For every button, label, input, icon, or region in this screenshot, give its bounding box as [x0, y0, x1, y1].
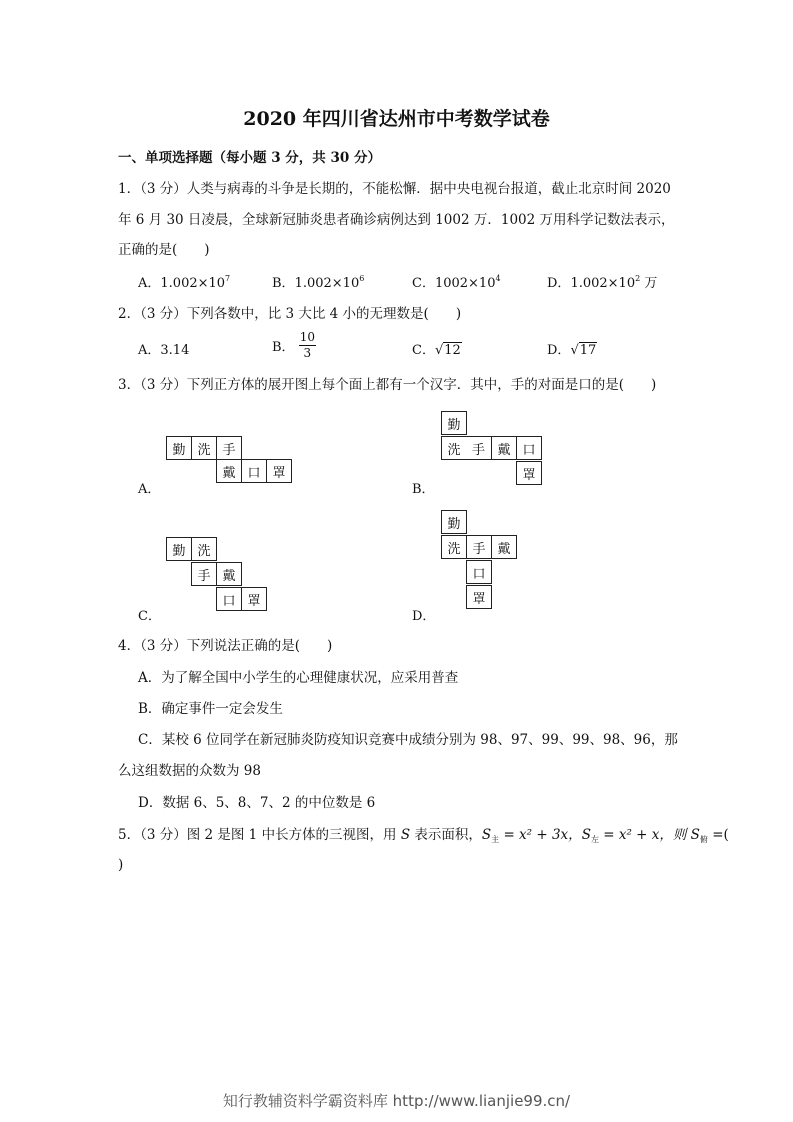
net-cell: 手: [191, 562, 217, 586]
q4-stem: 4．（3 分）下列说法正确的是( ): [118, 638, 333, 654]
net-cell: 勤: [441, 411, 467, 435]
q4-option-b: B．确定事件一定会发生: [138, 701, 283, 717]
q2-option-c: C．√12: [412, 343, 461, 358]
q2-option-a: A．3.14: [138, 343, 190, 358]
q1-line-3: 正确的是( ): [118, 242, 210, 258]
sqrt-symbol: √12: [434, 343, 461, 358]
net-cell: 洗: [191, 436, 217, 460]
q2-option-d: D．√17: [547, 343, 597, 358]
q3-option-c-label: C．: [138, 609, 161, 624]
net-cell: 口: [516, 436, 542, 460]
net-cell: 手: [466, 535, 492, 559]
net-cell: 罩: [466, 585, 492, 609]
net-cell: 口: [216, 587, 242, 611]
q1-option-a: A．$1.002\times 10^7$: [138, 274, 231, 291]
net-cell: 勤: [166, 436, 192, 460]
q4-option-c-line-1: C．某校 6 位同学在新冠肺炎防疫知识竞赛中成绩分别为 98、97、99、99、98、96，那: [138, 732, 678, 748]
q1-line-1: 1．（3 分）人类与病毒的斗争是长期的，不能松懈．据中央电视台报道，截止北京时间 2020: [118, 181, 671, 197]
q5-line-2: ): [118, 857, 124, 873]
fraction: $\frac{10}{3}$: [299, 330, 315, 360]
q3-option-b-label: B．: [412, 482, 435, 497]
q1-option-b: B．$1.002\times 10^6$: [272, 274, 365, 291]
q1-option-d: D．$1.002\times 10^2$ 万: [547, 274, 658, 291]
net-cell: 罩: [516, 461, 542, 485]
net-cell: 洗: [191, 537, 217, 561]
q1-line-2: 年 6 月 30 日凌晨，全球新冠肺炎患者确诊病例达到 1002 万．1002 万用科学记数法表示，: [118, 212, 675, 228]
net-cell: 戴: [491, 436, 517, 460]
net-cell: 手: [216, 436, 242, 460]
net-cell: 洗: [441, 535, 467, 559]
net-cell: 罩: [241, 587, 267, 611]
net-cell: 戴: [491, 535, 517, 559]
q3-option-a-label: A．: [138, 482, 161, 497]
q3-option-d-label: D．: [412, 609, 436, 624]
q4-option-a: A．为了解全国中小学生的心理健康状况，应采用普查: [138, 670, 459, 686]
net-cell: 口: [241, 459, 267, 483]
q2-option-b: B． $\frac{10}{3}$: [272, 330, 315, 360]
net-cell: 洗: [441, 436, 467, 460]
q5-stem: 5．（3 分）图 2 是图 1 中长方体的三视图，用 S 表示面积，$S_主 = x^2 + 3x$，$S_左 = x^2 + x$，则 $S_俯$ =(: [118, 827, 729, 844]
q1-option-c: C．$1002\times 10^4$: [412, 274, 501, 291]
net-cell: 口: [466, 560, 492, 584]
net-cell: 勤: [441, 510, 467, 534]
net-cell: 戴: [216, 459, 242, 483]
q4-option-c-line-2: 么这组数据的众数为 98: [118, 763, 261, 779]
net-cell: 手: [466, 436, 492, 460]
net-cell: 勤: [166, 537, 192, 561]
section-heading: 一、单项选择题（每小题 3 分，共 30 分）: [118, 150, 381, 166]
q4-option-d: D．数据 6、5、8、7、2 的中位数是 6: [138, 795, 376, 811]
page-title: 2020 年四川省达州市中考数学试卷: [243, 108, 550, 130]
net-cell: 戴: [216, 562, 242, 586]
q2-stem: 2．（3 分）下列各数中，比 3 大比 4 小的无理数是( ): [118, 306, 462, 322]
net-cell: 罩: [266, 459, 292, 483]
footer-watermark: 知行教辅资料学霸资料库 http://www.lianjie99.cn/: [222, 1092, 571, 1110]
sqrt-symbol: √17: [570, 343, 597, 358]
q3-stem: 3．（3 分）下列正方体的展开图上每个面上都有一个汉字．其中，手的对面是口的是( ): [118, 377, 657, 393]
